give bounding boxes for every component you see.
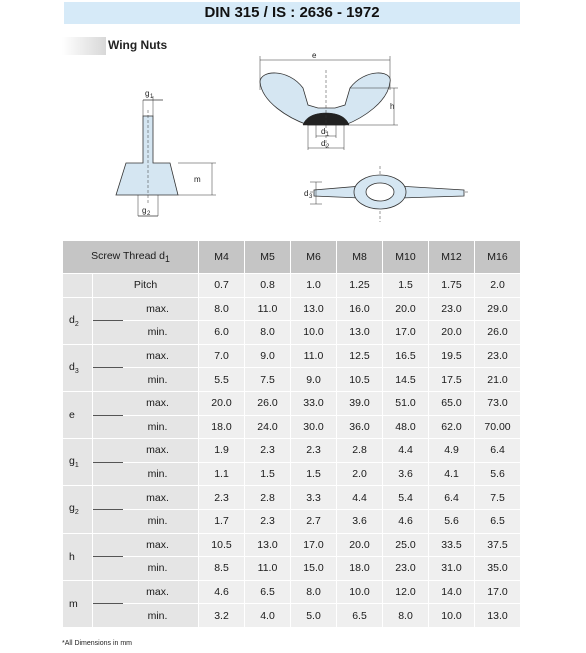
table-row — [63, 368, 521, 392]
table-cell: 8.0 — [245, 321, 291, 345]
table-cell: 1.0 — [291, 274, 337, 298]
table-cell: 33.0 — [291, 391, 337, 415]
table-row — [63, 580, 521, 604]
table-cell: 1.25 — [337, 274, 383, 298]
table-row-pitch — [63, 274, 521, 298]
column-header: M16 — [475, 241, 521, 274]
wing-nut-front-view — [248, 50, 408, 155]
table-cell: 8.0 — [383, 604, 429, 628]
dimension-symbol-letter: $d_2$ — [69, 313, 79, 328]
table-cell: 39.0 — [337, 391, 383, 415]
table-cell: 7.5 — [245, 368, 291, 392]
table-row — [63, 462, 521, 486]
table-row — [63, 415, 521, 439]
max-label-text: max. — [146, 350, 169, 363]
table-cell: 0.8 — [245, 274, 291, 298]
table-cell: 13.0 — [337, 321, 383, 345]
label-g1: g — [145, 89, 150, 98]
table-cell: 26.0 — [475, 321, 521, 345]
label-d3-sub: 3 — [309, 194, 313, 200]
table-cell: 11.0 — [291, 344, 337, 368]
table-cell: 2.3 — [245, 509, 291, 533]
table-cell: 30.0 — [291, 415, 337, 439]
table-cell: 13.0 — [291, 297, 337, 321]
table-cell: 4.4 — [337, 486, 383, 510]
table-cell: 2.0 — [475, 274, 521, 298]
table-cell: 51.0 — [383, 391, 429, 415]
table-cell: 70.00 — [475, 415, 521, 439]
table-cell: 2.8 — [245, 486, 291, 510]
table-row — [63, 439, 521, 463]
table-cell: 3.3 — [291, 486, 337, 510]
table-cell: 10.0 — [291, 321, 337, 345]
min-label-text: min. — [147, 562, 168, 575]
table-cell: 7.0 — [199, 344, 245, 368]
table-cell: 65.0 — [429, 391, 475, 415]
min-label — [93, 415, 199, 439]
min-label — [93, 462, 199, 486]
table-cell: 10.5 — [199, 533, 245, 557]
table-cell: 4.1 — [429, 462, 475, 486]
label-g2: g — [142, 206, 147, 215]
max-label-text: max. — [146, 538, 169, 551]
table-cell: 17.0 — [475, 580, 521, 604]
side-profile-shape — [116, 116, 178, 195]
table-cell: 23.0 — [475, 344, 521, 368]
table-cell: 18.0 — [337, 557, 383, 581]
page-title: DIN 315 / IS : 2636 - 1972 — [64, 2, 520, 24]
table-cell: 14.5 — [383, 368, 429, 392]
min-label-text: min. — [147, 420, 168, 433]
table-cell: 8.0 — [199, 297, 245, 321]
column-header: M12 — [429, 241, 475, 274]
label-m: m — [194, 175, 201, 184]
table-cell: 36.0 — [337, 415, 383, 439]
max-label — [93, 439, 199, 463]
label-d2-sub: 2 — [326, 144, 330, 150]
table-cell: 4.6 — [383, 509, 429, 533]
table-cell: 4.6 — [199, 580, 245, 604]
wing-nut-top-view — [300, 164, 476, 224]
table-row — [63, 604, 521, 628]
max-label-text: max. — [146, 397, 169, 410]
max-label — [93, 533, 199, 557]
dimension-symbol-letter: m — [69, 597, 78, 610]
header-screw-thread: Screw Thread $d_1$ — [63, 241, 199, 274]
table-cell: 4.9 — [429, 439, 475, 463]
table-cell: 6.5 — [337, 604, 383, 628]
table-cell: 11.0 — [245, 297, 291, 321]
label-g1-sub: 1 — [150, 94, 154, 100]
table-cell: 17.0 — [383, 321, 429, 345]
table-cell: 3.6 — [383, 462, 429, 486]
dimension-symbol-subscript: 1 — [74, 462, 79, 470]
max-label — [93, 344, 199, 368]
max-label-text: max. — [146, 302, 169, 315]
table-cell: 1.75 — [429, 274, 475, 298]
table-cell: 6.4 — [475, 439, 521, 463]
table-cell: 5.4 — [383, 486, 429, 510]
table-cell: 2.7 — [291, 509, 337, 533]
table-cell: 26.0 — [245, 391, 291, 415]
min-label-text: min. — [147, 373, 168, 386]
dimension-symbol-subscript: 3 — [74, 367, 79, 375]
min-label — [93, 557, 199, 581]
table-cell: 5.6 — [429, 509, 475, 533]
table-cell: 6.5 — [245, 580, 291, 604]
dimension-symbol-letter: $d_3$ — [69, 360, 79, 375]
table-cell: 2.0 — [337, 462, 383, 486]
table-row — [63, 486, 521, 510]
table-cell: 6.5 — [475, 509, 521, 533]
table-cell: 1.1 — [199, 462, 245, 486]
table-row — [63, 509, 521, 533]
min-label — [93, 368, 199, 392]
table-cell: 20.0 — [199, 391, 245, 415]
column-header: M5 — [245, 241, 291, 274]
table-cell: 24.0 — [245, 415, 291, 439]
table-cell: 4.0 — [245, 604, 291, 628]
dimension-symbol — [63, 486, 93, 533]
table-cell: 9.0 — [291, 368, 337, 392]
max-label-text: max. — [146, 444, 169, 457]
section-tab-decoration — [62, 37, 106, 55]
min-label-text: min. — [147, 468, 168, 481]
column-header: M6 — [291, 241, 337, 274]
label-d1: d — [321, 127, 326, 136]
table-cell: 48.0 — [383, 415, 429, 439]
label-d2: d — [321, 139, 326, 148]
table-row — [63, 344, 521, 368]
table-cell: 33.5 — [429, 533, 475, 557]
table-cell: 7.5 — [475, 486, 521, 510]
table-cell: 20.0 — [383, 297, 429, 321]
dimension-symbol-letter: $g_2$ — [69, 502, 79, 517]
table-cell: 10.0 — [337, 580, 383, 604]
table-cell: 3.6 — [337, 509, 383, 533]
table-header-row — [63, 241, 521, 274]
table-cell: 10.0 — [429, 604, 475, 628]
table-cell: 16.5 — [383, 344, 429, 368]
max-label — [93, 486, 199, 510]
table-cell: 9.0 — [245, 344, 291, 368]
dimension-symbol-letter: $g_1$ — [69, 455, 79, 470]
dimension-symbol-letter: e — [69, 409, 75, 422]
table-cell: 17.5 — [429, 368, 475, 392]
min-label — [93, 509, 199, 533]
table-cell: 25.0 — [383, 533, 429, 557]
table-cell: 13.0 — [475, 604, 521, 628]
table-cell: 0.7 — [199, 274, 245, 298]
wing-nut-side-view — [108, 88, 228, 228]
table-cell: 18.0 — [199, 415, 245, 439]
table-cell: 31.0 — [429, 557, 475, 581]
table-cell: 13.0 — [245, 533, 291, 557]
table-cell: 1.5 — [291, 462, 337, 486]
section-title: Wing Nuts — [108, 38, 168, 52]
table-row — [63, 297, 521, 321]
table-cell: 4.4 — [383, 439, 429, 463]
pitch-label: Pitch — [93, 274, 199, 298]
table-cell: 62.0 — [429, 415, 475, 439]
table-cell: 23.0 — [383, 557, 429, 581]
table-cell: 6.0 — [199, 321, 245, 345]
dimension-symbol — [63, 297, 93, 344]
table-cell: 11.0 — [245, 557, 291, 581]
table-cell: 2.3 — [199, 486, 245, 510]
table-cell: 5.0 — [291, 604, 337, 628]
table-cell: 20.0 — [429, 321, 475, 345]
dimension-symbol — [63, 439, 93, 486]
footnote: *All Dimensions in mm — [62, 640, 133, 647]
table-cell: 21.0 — [475, 368, 521, 392]
max-label-text: max. — [146, 491, 169, 504]
min-label-text: min. — [147, 515, 168, 528]
table-cell: 15.0 — [291, 557, 337, 581]
label-g2-sub: 2 — [147, 211, 151, 217]
table-cell: 17.0 — [291, 533, 337, 557]
table-cell: 12.0 — [383, 580, 429, 604]
table-cell: 16.0 — [337, 297, 383, 321]
table-cell: 8.0 — [291, 580, 337, 604]
pitch-symbol-cell — [63, 274, 93, 298]
dimension-symbol — [63, 533, 93, 580]
min-label-text: min. — [147, 609, 168, 622]
table-cell: 1.5 — [245, 462, 291, 486]
table-cell: 29.0 — [475, 297, 521, 321]
table-cell: 37.5 — [475, 533, 521, 557]
table-cell: 2.8 — [337, 439, 383, 463]
table-cell: 3.2 — [199, 604, 245, 628]
dimension-symbol — [63, 391, 93, 438]
table-row — [63, 533, 521, 557]
column-header: M10 — [383, 241, 429, 274]
table-cell: 14.0 — [429, 580, 475, 604]
max-label — [93, 297, 199, 321]
column-header: M4 — [199, 241, 245, 274]
table-cell: 1.7 — [199, 509, 245, 533]
column-header: M8 — [337, 241, 383, 274]
dimension-symbol-letter: h — [69, 550, 75, 563]
dimension-symbol — [63, 580, 93, 627]
min-label — [93, 321, 199, 345]
table-row — [63, 391, 521, 415]
max-label-text: max. — [146, 586, 169, 599]
dimension-symbol-subscript: 2 — [74, 509, 79, 517]
dimension-symbol — [63, 344, 93, 391]
table-cell: 6.4 — [429, 486, 475, 510]
min-label-text: min. — [147, 326, 168, 339]
table-cell: 5.5 — [199, 368, 245, 392]
table-cell: 23.0 — [429, 297, 475, 321]
table-cell: 2.3 — [291, 439, 337, 463]
table-cell: 19.5 — [429, 344, 475, 368]
table-cell: 73.0 — [475, 391, 521, 415]
table-row — [63, 321, 521, 345]
table-row — [63, 557, 521, 581]
table-cell: 20.0 — [337, 533, 383, 557]
label-e: e — [312, 51, 317, 60]
table-cell: 12.5 — [337, 344, 383, 368]
table-cell: 10.5 — [337, 368, 383, 392]
table-cell: 8.5 — [199, 557, 245, 581]
label-d3: d — [304, 189, 309, 198]
dimension-symbol-subscript: 2 — [74, 320, 79, 328]
table-cell: 1.5 — [383, 274, 429, 298]
max-label — [93, 580, 199, 604]
min-label — [93, 604, 199, 628]
table-cell: 1.9 — [199, 439, 245, 463]
table-cell: 2.3 — [245, 439, 291, 463]
label-d1-sub: 1 — [326, 132, 330, 138]
label-h: h — [390, 102, 395, 111]
max-label — [93, 391, 199, 415]
wing-nut-dimension-table — [62, 240, 521, 628]
table-cell: 5.6 — [475, 462, 521, 486]
table-cell: 35.0 — [475, 557, 521, 581]
